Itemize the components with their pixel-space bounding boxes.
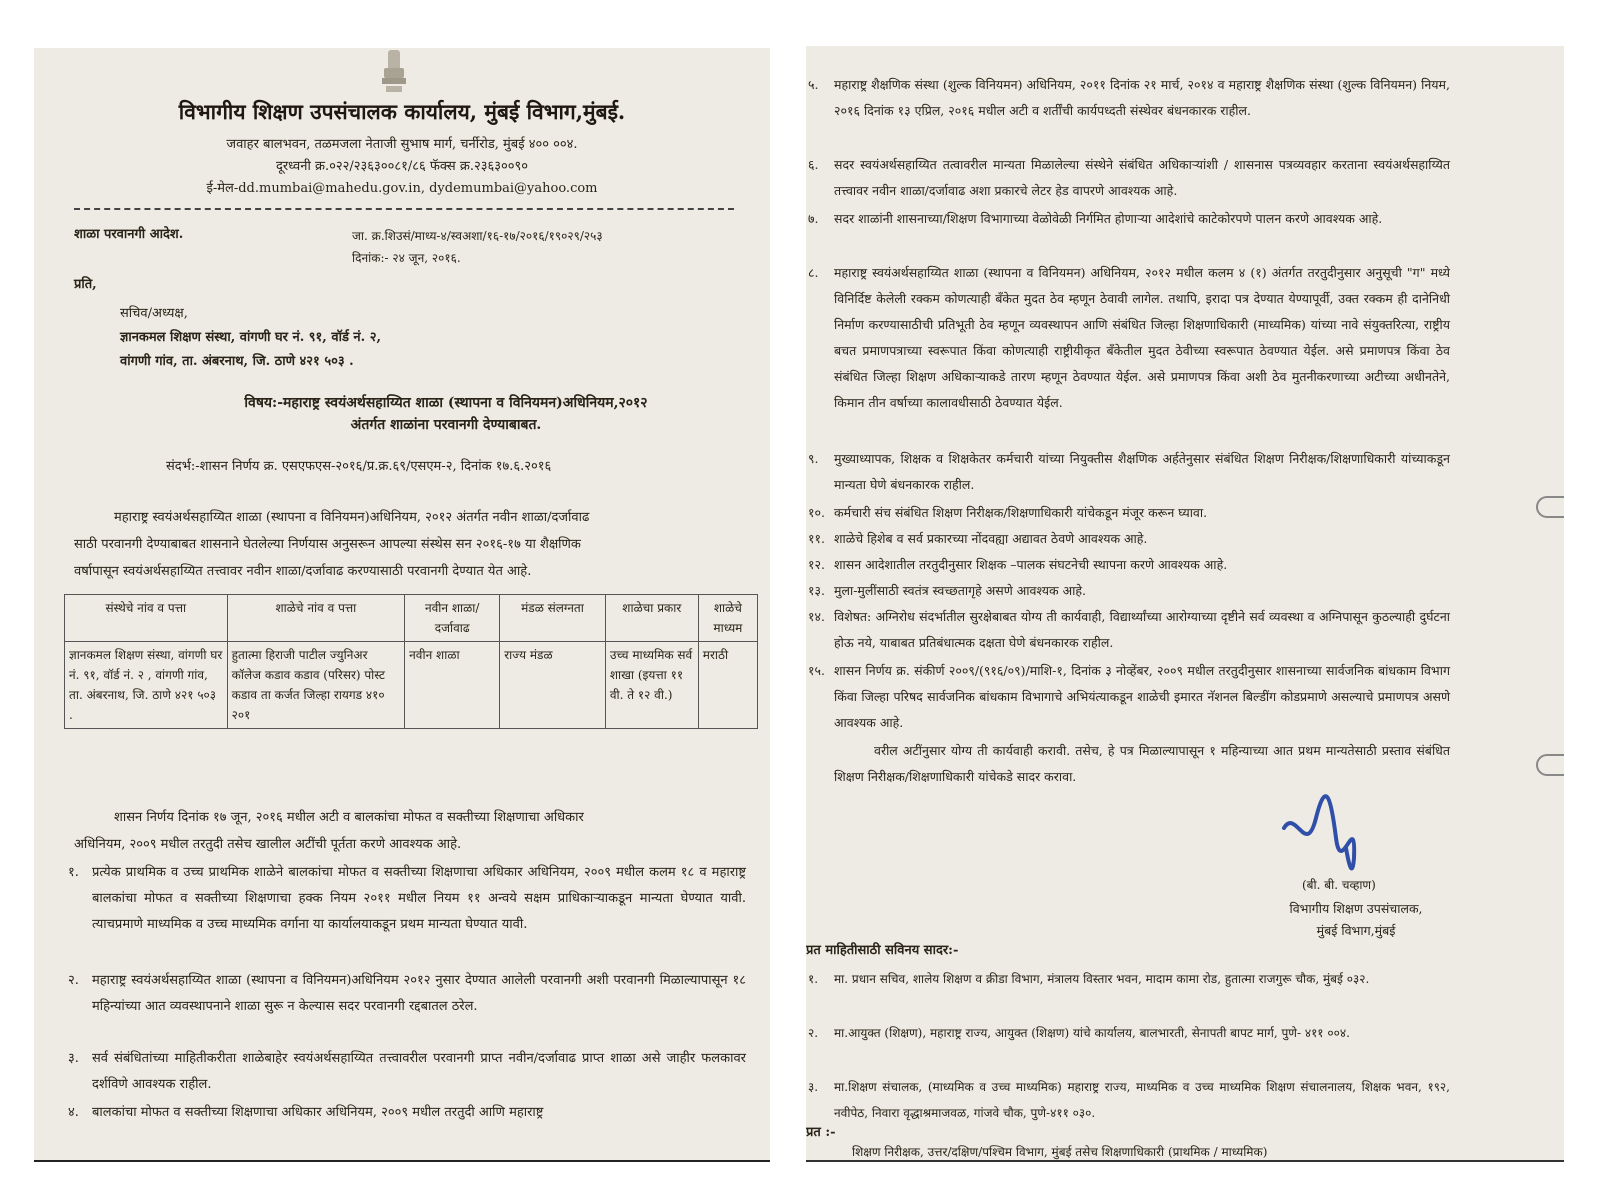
copy-number: ३. [808, 1080, 819, 1094]
condition-item [68, 968, 746, 1020]
table-cell: राज्य मंडळ [500, 642, 606, 729]
table-header: शाळेचे माध्यम [698, 595, 757, 642]
condition-item [808, 526, 1450, 552]
intro-paragraph [74, 504, 746, 585]
condition-text: शाळेचे हिशेब व सर्व प्रकारच्या नोंदवह्या अद्यावत ठेवणे आवश्यक आहे. [834, 531, 1148, 546]
table-header: मंडळ संलग्नता [500, 595, 606, 642]
letter-page-2 [806, 46, 1564, 1162]
table-cell: हुतात्मा हिराजी पाटील ज्युनिअर कॉलेज कडाव कडाव (परिसर) पोस्ट कडाव ता कर्जत जिल्हा रायगड ४१० २०१ [227, 642, 404, 729]
table-cell: उच्च माध्यमिक सर्व शाखा (इयत्ता ११ वी. ते १२ वी.) [605, 642, 698, 729]
recipient-line: वांगणी गांव, ता. अंबरनाथ, जि. ठाणे ४२१ ५०३ . [120, 354, 354, 369]
copy-text: मा.शिक्षण संचालक, (माध्यमिक व उच्च माध्यमिक) महाराष्ट्र राज्य, माध्यमिक व उच्च माध्यमिक शिक्षण संचालनालय, शिक्षक भवन, १९२, नवीपेठ, निवारा वृद्धाश्रमाजवळ, गांजवे चौक, पुणे-४११ ०३०. [834, 1080, 1450, 1120]
subject-line: अंतर्गत शाळांना परवानगी देण्याबाबत. [350, 417, 542, 433]
condition-text: प्रत्येक प्राथमिक व उच्च प्राथमिक शाळेने बालकांचा मोफत व सक्तीच्या शिक्षणाचा अधिकार अधिनियम, २००९ मधील कलम १८ व महाराष्ट्र बालकांचा मोफत व सक्तीच्या शिक्षणाचा हक्क नियम २०११ मधील नियम ११ अन्वये सक्षम प्राधिकाऱ्याकडून मान्यता घेण्यात यावी. त्याचप्रमाणे माध्यमिक व उच्च माध्यमिक वर्गाना या कार्यालयाकडून प्रथम मान्यता घेण्यात यावी. [92, 865, 746, 932]
condition-number: ६. [808, 157, 819, 172]
conditions-intro-line: शासन निर्णय दिनांक १७ जून, २०१६ मधील अटी व बालकांचा मोफत व सक्तीच्या शिक्षणाचा अधिकार [114, 810, 584, 825]
reference: संदर्भ:-शासन निर्णय क्र. एसएफएस-२०१६/प्र.क्र.६९/एसएम-२, दिनांक १७.६.२०१६ [166, 459, 552, 474]
table-header: शाळेचे नांव व पत्ता [227, 595, 404, 642]
condition-item [68, 1100, 746, 1126]
letter-date: दिनांक:- २४ जून, २०१६. [352, 251, 461, 265]
condition-text: कर्मचारी संच संबंधित शिक्षण निरीक्षक/शिक्षणाधिकारी यांचेकडून मंजूर करून घ्यावा. [834, 505, 1208, 520]
condition-item [808, 658, 1450, 736]
copy-info-item [808, 1020, 1450, 1046]
recipient-block [120, 302, 381, 374]
conditions-intro-line: अधिनियम, २००९ मधील तरतुदी तसेच खालील अटींची पूर्तता करणे आवश्यक आहे. [74, 837, 462, 852]
subject [166, 392, 726, 436]
copy-last: शिक्षण निरीक्षक, उत्तर/दक्षिण/पश्चिम विभाग, मुंबई तसेच शिक्षणाधिकारी (प्राथमिक / माध्यमिक) [852, 1145, 1268, 1159]
table-row [65, 642, 758, 729]
copy-text: मा.आयुक्त (शिक्षण), महाराष्ट्र राज्य, आयुक्त (शिक्षण) यांचे कार्यालय, बालभारती, सेनापती बापट मार्ग, पुणे- ४११ ००४. [834, 1026, 1350, 1040]
condition-number: २. [68, 973, 79, 988]
office-address: जवाहर बालभवन, तळमजला नेताजी सुभाष मार्ग, चर्नीरोड, मुंबई ४०० ००४. [226, 137, 578, 152]
condition-number: ११. [808, 531, 825, 546]
copy-info-item [808, 1074, 1450, 1126]
condition-text: मुला-मुलींसाठी स्वतंत्र स्वच्छतागृहे असणे आवश्यक आहे. [834, 583, 1087, 598]
condition-item [808, 260, 1450, 416]
order-title: शाळा परवानगी आदेश. [74, 227, 184, 242]
condition-text: मुख्याध्यापक, शिक्षक व शिक्षकेतर कर्मचारी यांच्या नियुक्तीस शैक्षणिक अर्हतेनुसार संबंधित शिक्षण निरीक्षक/शिक्षणाधिकारी यांच्याकडून मान्यता घेणे बंधनकारक राहील. [834, 451, 1450, 492]
signatory-name: (बी. बी. चव्हाण) [1302, 878, 1376, 892]
intro-line: वर्षापासून स्वयंअर्थसहाय्यित तत्त्वावर नवीन शाळा/दर्जावाढ करण्यासाठी परवानगी देण्यात येत आहे. [74, 564, 532, 579]
condition-text: शासन निर्णय क्र. संकीर्ण २००९/(९१६/०९)/माशि-१, दिनांक ३ नोव्हेंबर, २००९ मधील तरतुदीनुसार शासनाच्या सार्वजनिक बांधकाम विभाग किंवा जिल्हा परिषद सार्वजनिक बांधकाम विभागाचे अभियंत्याकडून शाळेची इमारत नॅशनल बिल्डींग कोडप्रमाणे असल्याचे प्रमाणपत्र असणे आवश्यक आहे. [834, 663, 1450, 730]
office-phone: दूरध्वनी क्र.०२२/२३६३००८१/८६ फॅक्स क्र.२३६३००९० [275, 159, 529, 174]
copy-number: २. [808, 1026, 819, 1040]
condition-number: १३. [808, 583, 825, 598]
condition-number: ४. [68, 1105, 79, 1120]
condition-text: महाराष्ट्र शैक्षणिक संस्था (शुल्क विनियमन) अधिनियम, २०११ दिनांक २१ मार्च, २०१४ व महाराष्ट्र शैक्षणिक संस्था (शुल्क विनियमन) नियम, २०१६ दिनांक १३ एप्रिल, २०१६ मधील अटी व शर्तींची कार्यपध्दती संस्थेवर बंधनकारक राहील. [834, 77, 1450, 118]
copy-number: १. [808, 972, 819, 986]
condition-number: ८. [808, 265, 819, 280]
condition-item [808, 206, 1450, 232]
condition-number: ९. [808, 451, 819, 466]
condition-number: ७. [808, 211, 819, 226]
recipient-line: ज्ञानकमल शिक्षण संस्था, वांगणी घर नं. ९१, वॉर्ड नं. २, [120, 330, 381, 345]
condition-number: १५. [808, 663, 825, 678]
office-email: ई-मेल-dd.mumbai@mahedu.gov.in, dydemumbai@yahoo.com [206, 181, 598, 196]
designation-line: विभागीय शिक्षण उपसंचालक, [1289, 901, 1423, 916]
condition-item [808, 72, 1450, 124]
condition-item [808, 604, 1450, 656]
condition-item [68, 860, 746, 938]
condition-text: विशेषत: अग्निरोध संदर्भातील सुरक्षेबाबत योग्य ती कार्यवाही, विद्यार्थ्यांच्या आरोग्याच्या दृष्टीने सर्व व्यवस्था व अग्निपासून कुठल्याही दुर्घटना होऊ नये, याबाबत प्रतिबंधात्मक दक्षता घेणे बंधनकारक राहील. [834, 609, 1450, 650]
table-header: शाळेचा प्रकार [605, 595, 698, 642]
copy-text: मा. प्रधान सचिव, शालेय शिक्षण व क्रीडा विभाग, मंत्रालय विस्तार भवन, मादाम कामा रोड, हुतात्मा राजगुरू चौक, मुंबई ०३२. [834, 972, 1370, 986]
to-label: प्रति, [74, 277, 97, 292]
state-emblem-icon [378, 50, 410, 94]
table-cell: नवीन शाळा [405, 642, 500, 729]
intro-line: साठी परवानगी देण्याबाबत शासनाने घेतलेल्या निर्णयास अनुसरून आपल्या संस्थेस सन २०१६-१७ या शैक्षणिक [74, 537, 581, 552]
condition-number: १४. [808, 609, 825, 624]
condition-number: ३. [68, 1051, 79, 1066]
conditions-intro [74, 804, 746, 858]
condition-item [808, 500, 1450, 526]
condition-number: १०. [808, 505, 825, 520]
signatory-designation [1258, 898, 1454, 942]
signature-mark [1276, 788, 1386, 888]
designation-line: मुंबई विभाग,मुंबई [1316, 923, 1396, 938]
condition-number: ५. [808, 77, 819, 92]
copy-info-title: प्रत माहितीसाठी सविनय सादर:- [806, 943, 959, 958]
condition-text: सदर स्वयंअर्थसहाय्यित तत्वावरील मान्यता मिळालेल्या संस्थेने संबंधित अधिकाऱ्यांशी / शासनास पत्रव्यवहार करताना स्वयंअर्थसहाय्यित तत्त्वावर नवीन शाळा/दर्जावाढ अशा प्रकारचे लेटर हेड वापरणे आवश्यक आहे. [834, 157, 1450, 198]
condition-text: बालकांचा मोफत व सक्तीच्या शिक्षणाचा अधिकार अधिनियम, २००९ मधील तरतुदी आणि महाराष्ट्र [92, 1105, 544, 1120]
condition-text: सदर शाळांनी शासनाच्या/शिक्षण विभागाच्या वेळोवेळी निर्गमित होणाऱ्या आदेशांचे काटेकोरपणे पालन करणे आवश्यक आहे. [834, 211, 1383, 226]
header-divider [74, 208, 734, 210]
letter-page-1 [34, 48, 770, 1162]
subject-line: विषय:-महाराष्ट्र स्वयंअर्थसहाय्यित शाळा (स्थापना व विनियमन)अधिनियम,२०१२ [244, 395, 648, 411]
table-header: संस्थेचे नांव व पत्ता [65, 595, 228, 642]
condition-number: १. [68, 865, 79, 880]
condition-item [808, 578, 1450, 604]
condition-item [808, 152, 1450, 204]
binder-ring-icon [1536, 754, 1564, 776]
table-cell: मराठी [698, 642, 757, 729]
condition-text: महाराष्ट्र स्वयंअर्थसहाय्यित शाळा (स्थापना व विनियमन)अधिनियम २०१२ नुसार देण्यात आलेली परवानगी अशी परवानगी मिळाल्यापासून १८ महिन्यांच्या आत व्यवस्थापनाने शाळा सुरू न केल्यास सदर परवानगी रद्दबातल ठरेल. [92, 973, 746, 1014]
condition-text: शासन आदेशातील तरतुदीनुसार शिक्षक –पालक संघटनेची स्थापना करणे आवश्यक आहे. [834, 557, 1228, 572]
school-details-table [64, 594, 758, 729]
reference-number: जा. क्र.शिउसं/माध्य-४/स्वअशा/१६-१७/२०१६/१९०२९/२५३ [352, 229, 603, 243]
office-title: विभागीय शिक्षण उपसंचालक कार्यालय, मुंबई विभाग,मुंबई. [178, 99, 626, 124]
condition-number: १२. [808, 557, 825, 572]
condition-item [808, 446, 1450, 498]
condition-item [68, 1046, 746, 1098]
copy-title: प्रत :- [806, 1125, 836, 1140]
table-header: नवीन शाळा/ दर्जावाढ [405, 595, 500, 642]
table-cell: ज्ञानकमल शिक्षण संस्था, वांगणी घर नं. ९१, वॉर्ड नं. २ , वांगणी गांव, ता. अंबरनाथ, जि. ठाणे ४२१ ५०३ . [65, 642, 228, 729]
condition-text: महाराष्ट्र स्वयंअर्थसहाय्यित शाळा (स्थापना व विनियमन) अधिनियम, २०१२ मधील कलम ४ (१) अंतर्गत तरतुदीनुसार अनुसूची "ग" मध्ये विनिर्दिष्ट केलेली रक्कम कोणत्याही बँकेत मुदत ठेव म्हणून ठेवावी लागेल. तथापि, इरादा पत्र देण्यात येण्यापूर्वी, उक्त रक्कम ही दानेनिधी निर्माण करण्यासाठीची प्रतिभूती ठेव म्हणून व्यवस्थापन आणि संबंधित जिल्हा शिक्षणाधिकारी (माध्यमिक) यांच्या नावे संयुक्तरित्या, राष्ट्रीय बचत प्रमाणपत्राच्या स्वरूपात किंवा कोणत्याही राष्ट्रीयीकृत बँकेतील मुदत ठेवीच्या स्वरूपात ठेवण्यात येईल. असे प्रमाणपत्र किंवा ठेव संबंधित जिल्हा शिक्षण अधिकाऱ्याकडे तारण म्हणून ठेवण्यात येईल. असे प्रमाणपत्र किंवा अशी ठेव मुतनीकरणाच्या अटीच्या अधीनतेने, किमान तीन वर्षाच्या कालावधीसाठी ठेवण्यात येईल. [834, 265, 1450, 410]
condition-item [808, 552, 1450, 578]
table-header-row [65, 595, 758, 642]
recipient-line: सचिव/अध्यक्ष, [120, 306, 188, 321]
binder-ring-icon [1536, 496, 1564, 518]
intro-line: महाराष्ट्र स्वयंअर्थसहाय्यित शाळा (स्थापना व विनियमन)अधिनियम, २०१२ अंतर्गत नवीन शाळा/दर्जावाढ [114, 510, 590, 525]
condition-text: सर्व संबंधितांच्या माहितीकरीता शाळेबाहेर स्वयंअर्थसहाय्यित तत्त्वावरील परवानगी प्राप्त नवीन/दर्जावाढ प्राप्त शाळा असे जाहीर फलकावर दर्शविणे आवश्यक राहील. [92, 1051, 746, 1092]
closing-paragraph: वरील अटींनुसार योग्य ती कार्यवाही करावी. तसेच, हे पत्र मिळाल्यापासून १ महिन्याच्या आत प्रथम मान्यतेसाठी प्रस्ताव संबंधित शिक्षण निरीक्षक/शिक्षणाधिकारी यांचेकडे सादर करावा. [834, 743, 1450, 784]
copy-info-item [808, 966, 1450, 992]
